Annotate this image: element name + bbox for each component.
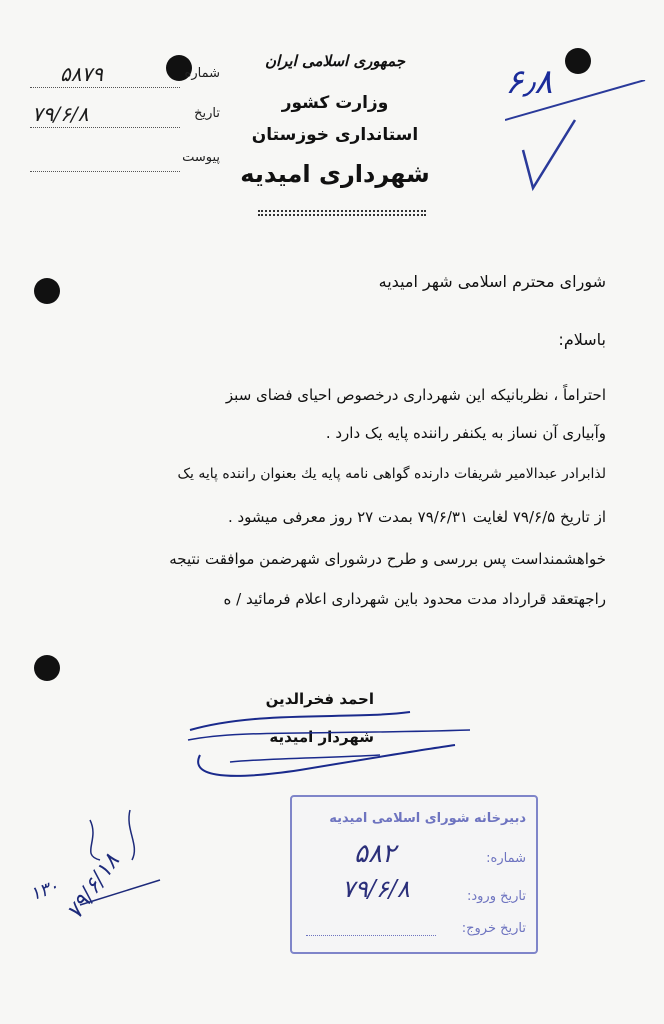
punch-hole-lower <box>34 655 60 681</box>
signatory-title: شهردار امیدیه <box>269 728 374 746</box>
body-line-6: راجهتعقد قرارداد مدت محدود باین شهرداری اعلام فرمائید / ه <box>223 590 606 608</box>
stamp-exit-date-rule <box>306 935 436 936</box>
body-line-1: احتراماً ، نظربانیکه این شهرداری درخصوص احیای فضای سبز <box>225 386 606 404</box>
handwritten-signature <box>180 700 480 790</box>
letter-attachment-rule <box>30 171 180 172</box>
letter-date-row <box>30 102 220 130</box>
punch-hole-top-right <box>565 48 591 74</box>
recipient-line: شورای محترم اسلامی شهر امیدیه <box>378 272 606 291</box>
letterhead-divider-2 <box>258 214 426 216</box>
top-right-handwritten-note: ۶٫۸ <box>505 62 553 102</box>
check-mark-icon <box>505 80 655 210</box>
body-line-4: از تاریخ ۷۹/۶/۵ لغایت ۷۹/۶/۳۱ بمدت ۲۷ روز معرفی میشود . <box>227 508 606 526</box>
letter-date-value: ۷۹/۶/۸ <box>32 102 89 126</box>
stamp-number-label: شماره: <box>486 851 526 866</box>
letter-number-rule <box>30 87 180 88</box>
council-registration-stamp <box>290 795 538 954</box>
body-line-5: خواهشمنداست پس بررسی و طرح درشورای شهرضمن موافقت نتیجه <box>169 550 606 568</box>
letter-number-row <box>30 62 220 90</box>
body-line-3: لذابرادر عبدالامیر شریفات دارنده گواهی نامه پایه یك بعنوان راننده پایه یک <box>177 466 606 482</box>
letter-number-label: شماره <box>184 66 220 81</box>
letter-date-rule <box>30 127 180 128</box>
governorate-heading: استانداری خوزستان <box>251 125 419 145</box>
letter-number-value: ۵۸۷۹ <box>60 62 103 86</box>
republic-heading: جمهوری اسلامی ایران <box>264 52 406 70</box>
letter-attachment-row <box>30 150 220 174</box>
greeting-line: باسلام: <box>558 330 606 349</box>
margin-scribble <box>70 800 190 920</box>
stamp-entry-date-value: ۷۹/۶/۸ <box>342 875 410 903</box>
margin-note-b: ۷۹/۶/۱۸ <box>62 849 125 925</box>
signatory-name: احمد فخرالدین <box>265 690 374 708</box>
letter-date-label: تاریخ <box>194 106 220 121</box>
margin-note-a: ۱۳۰ <box>27 875 62 906</box>
ministry-heading: وزارت کشور <box>281 93 389 113</box>
letter-attachment-label: پیوست <box>182 150 220 165</box>
stamp-title: دبیرخانه شورای اسلامی امیدیه <box>329 811 526 826</box>
stamp-number-value: ۵۸۲ <box>354 839 396 869</box>
body-line-2: وآبیاری آن نساز به یکنفر راننده پایه یک دارد . <box>325 424 606 442</box>
stamp-entry-date-label: تاریخ ورود: <box>466 889 526 904</box>
municipality-heading: شهرداری امیدیه <box>240 160 430 188</box>
letterhead-divider <box>258 210 426 212</box>
stamp-exit-date-label: تاریخ خروج: <box>461 921 526 936</box>
